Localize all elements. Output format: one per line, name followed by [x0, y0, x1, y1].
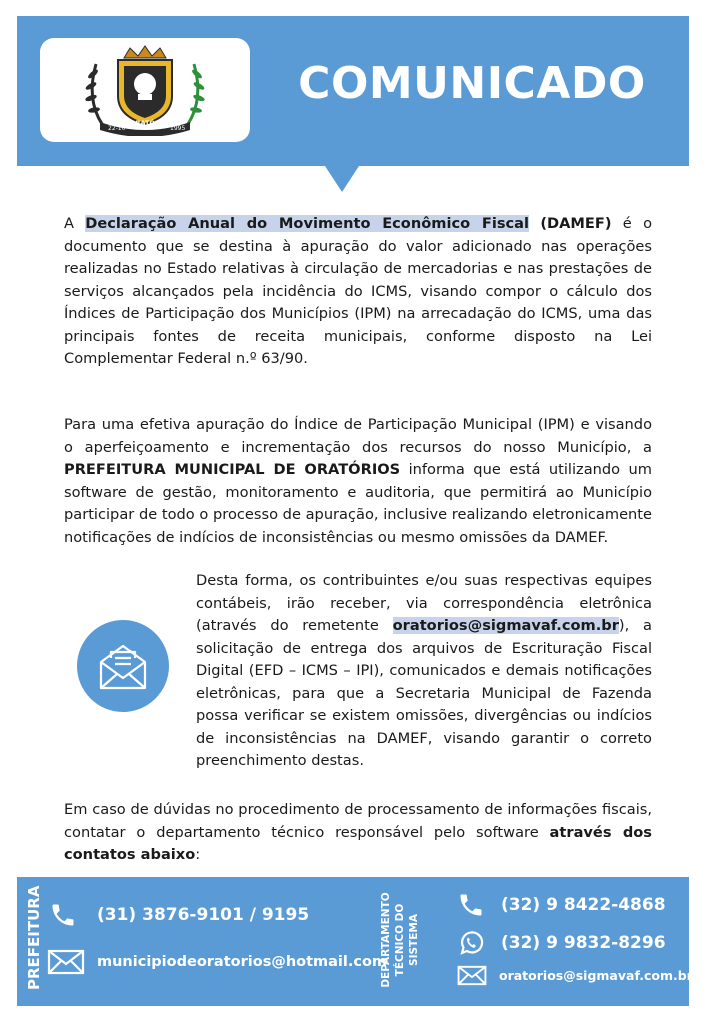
prefeitura-email-row — [47, 949, 387, 975]
dept-phone[interactable]: (32) 9 8422-4868 — [501, 895, 666, 915]
envelope-icon — [47, 949, 85, 975]
contacts-emphasis: através dos contatos abaixo — [64, 823, 652, 863]
logo-name: ORATÓRIOS — [130, 119, 173, 127]
contact-footer — [17, 877, 693, 1006]
dept-whatsapp-row — [457, 929, 666, 957]
dept-label — [379, 885, 421, 995]
text-span: informa que está utilizando um software de gestão, monitoramento e auditoria, que permitirá ao Município participar de todo o processo de apuração, inclusive realizando eletronicamente notificações de indícios de inconsistências ou mesmo omissões da DAMEF. — [64, 461, 652, 546]
dept-label-line: SISTEMA — [408, 914, 420, 966]
phone-icon — [49, 901, 77, 929]
whatsapp-icon — [457, 929, 485, 957]
paragraph-notifications — [196, 570, 652, 773]
open-mail-icon-circle — [77, 620, 169, 712]
phone-icon — [457, 891, 485, 919]
banner-pointer — [325, 166, 359, 192]
logo-left-date: 22-10 — [108, 125, 126, 132]
paragraph-ipm — [64, 414, 652, 549]
damef-highlight: Declaração Anual do Movimento Econômico Fiscal — [85, 215, 530, 232]
logo-box — [40, 38, 250, 142]
prefeitura-phone[interactable]: (31) 3876-9101 / 9195 — [97, 905, 310, 925]
dept-phone-row — [457, 891, 666, 919]
text-span: A — [64, 215, 86, 232]
dept-email-row — [457, 965, 693, 986]
text-span: ), a solicitação de entrega dos arquivos de Escrituração Fiscal Digital (EFD – ICMS – IPI), comunicados e demais notificações eletrônicas, para que a Secretaria Municipal de Fazenda possa verificar se existem omissões, divergências ou indícios de inconsistências na DAMEF, visando garantir o correto preenchimento destas. — [196, 617, 652, 769]
paragraph-damef-definition — [64, 213, 652, 371]
envelope-icon — [457, 965, 487, 986]
prefeitura-phone-row — [49, 901, 309, 929]
sender-email[interactable]: oratorios@sigmavaf.com.br — [392, 617, 619, 634]
logo-right-year: 1995 — [170, 125, 186, 132]
paragraph-contact — [64, 799, 652, 867]
text-span: : — [195, 846, 201, 863]
prefeitura-name: PREFEITURA MUNICIPAL DE ORATÓRIOS — [64, 461, 401, 478]
text-span: Desta forma, os contribuintes e/ou suas respectivas equipes contábeis, irão receber, via correspondência eletrônica (através do remetente — [196, 572, 652, 634]
text-span — [529, 215, 540, 232]
prefeitura-email[interactable]: municipiodeoratorios@hotmail.com — [97, 954, 388, 970]
page-title: COMUNICADO — [298, 58, 646, 109]
text-span: Em caso de dúvidas no procedimento de processamento de informações fiscais, contatar o departamento técnico responsável pelo software — [64, 801, 652, 841]
damef-acronym: (DAMEF) — [540, 215, 612, 232]
open-mail-icon — [97, 640, 149, 692]
dept-label-line: DEPARTAMENTO — [380, 892, 392, 988]
text-span: Para uma efetiva apuração do Índice de Participação Municipal (IPM) e visando o aperfeiçoamento e incrementação dos recursos do nosso Município, a — [64, 416, 652, 456]
prefeitura-label: PREFEITURA — [25, 885, 43, 990]
dept-whatsapp[interactable]: (32) 9 9832-8296 — [501, 933, 666, 953]
text-span: é o documento que se destina à apuração do valor adicionado nas operações realizadas no Estado relativas à circulação de mercadorias e nas prestações de serviços alcançados pela incidência do ICMS, visando compor o cálculo dos Índices de Participação dos Municípios (IPM) na arrecadação do ICMS, uma das principais fontes de receita municipais, conforme disposto na Lei Complementar Federal n.º 63/90. — [64, 215, 652, 367]
dept-label-line: TÉCNICO DO — [394, 903, 406, 977]
dept-email[interactable]: oratorios@sigmavaf.com.br — [499, 968, 693, 983]
coat-of-arms-logo — [80, 44, 210, 136]
